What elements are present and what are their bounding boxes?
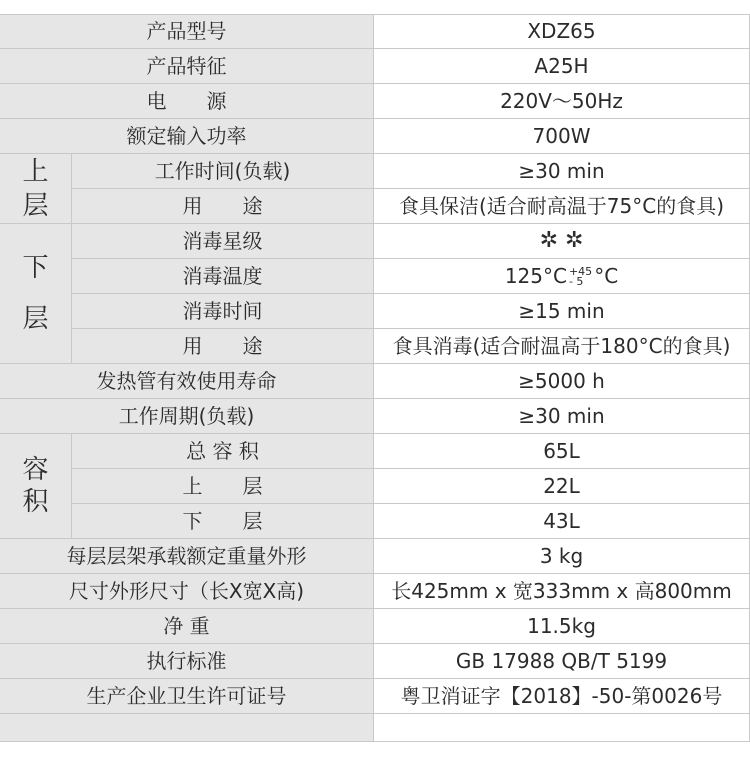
temp-tol-plus: +45 (568, 265, 593, 278)
value-lower-use: 食具消毒(适合耐温高于180°C的食具) (374, 329, 750, 364)
value-model: XDZ65 (374, 14, 750, 49)
value-upper-use: 食具保洁(适合耐高温于75°C的食具) (374, 189, 750, 224)
group-upper (0, 154, 72, 224)
value-blank (374, 714, 750, 742)
label-blank (0, 714, 374, 742)
label-lower-use: 用 途 (72, 329, 374, 364)
value-power-source: 220V～50Hz (374, 84, 750, 119)
value-work-cycle: ≥30 min (374, 399, 750, 434)
value-rack-load: 3 kg (374, 539, 750, 574)
label-upper-use: 用 途 (72, 189, 374, 224)
value-disinfect-star: ✲ ✲ (374, 224, 750, 259)
label-work-cycle: 工作周期(负载) (0, 399, 374, 434)
label-heater-life: 发热管有效使用寿命 (0, 364, 374, 399)
group-capacity (0, 434, 72, 539)
value-heater-life: ≥5000 h (374, 364, 750, 399)
value-net-weight: 11.5kg (374, 609, 750, 644)
label-net-weight: 净 重 (0, 609, 374, 644)
label-power-source: 电 源 (0, 84, 374, 119)
value-disinfect-time: ≥15 min (374, 294, 750, 329)
temp-tol-minus: - 5 (568, 275, 584, 288)
label-rated-power: 额定输入功率 (0, 119, 374, 154)
label-disinfect-temp: 消毒温度 (72, 259, 374, 294)
label-disinfect-star: 消毒星级 (72, 224, 374, 259)
group-capacity-line1: 容 (22, 455, 49, 485)
label-disinfect-time: 消毒时间 (72, 294, 374, 329)
value-upper-capacity: 22L (374, 469, 750, 504)
label-total-capacity: 总 容 积 (72, 434, 374, 469)
group-upper-line2: 层 (22, 190, 49, 221)
label-model: 产品型号 (0, 14, 374, 49)
value-feature: A25H (374, 49, 750, 84)
temp-main: 125°C (504, 264, 567, 288)
label-dimensions: 尺寸外形尺寸（长X宽X高) (0, 574, 374, 609)
label-upper-work-time: 工作时间(负载) (72, 154, 374, 189)
temp-tolerance (569, 267, 592, 287)
group-lower-line1: 下 (22, 252, 49, 283)
value-upper-work-time: ≥30 min (374, 154, 750, 189)
label-rack-load: 每层层架承载额定重量外形 (0, 539, 374, 574)
value-lower-capacity: 43L (374, 504, 750, 539)
label-lower-capacity: 下 层 (72, 504, 374, 539)
group-lower-line2: 层 (22, 304, 49, 335)
label-upper-capacity: 上 层 (72, 469, 374, 504)
value-disinfect-temp (374, 259, 750, 294)
spec-table (0, 14, 750, 742)
label-standard: 执行标准 (0, 644, 374, 679)
group-upper-line1: 上 (22, 156, 49, 187)
value-dimensions: 长425mm x 宽333mm x 高800mm (374, 574, 750, 609)
value-total-capacity: 65L (374, 434, 750, 469)
value-hygiene-license: 粤卫消证字【2018】-50-第0026号 (374, 679, 750, 714)
value-standard: GB 17988 QB/T 5199 (374, 644, 750, 679)
group-capacity-line2: 积 (22, 487, 49, 517)
group-lower (0, 224, 72, 364)
label-feature: 产品特征 (0, 49, 374, 84)
label-hygiene-license: 生产企业卫生许可证号 (0, 679, 374, 714)
temp-unit: °C (594, 264, 619, 288)
value-rated-power: 700W (374, 119, 750, 154)
